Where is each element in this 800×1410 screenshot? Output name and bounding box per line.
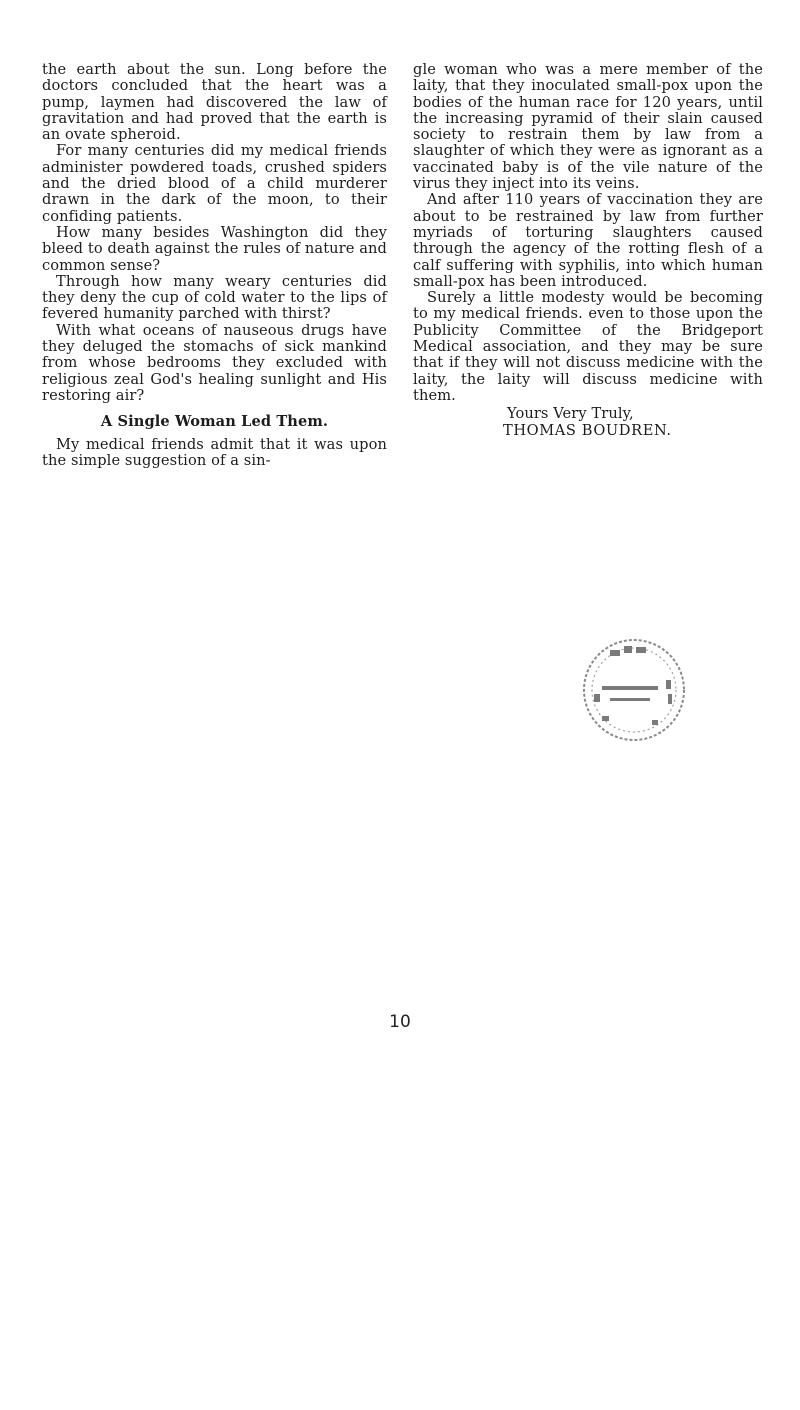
paragraph: the earth about the sun. Long before the doctors concluded that the heart was a pump, laymen had discovered the law of gravitation and had proved that the earth is an ovate spheroid. <box>42 61 387 144</box>
paragraph: Through how many weary centuries did they deny the cup of cold water to the lips of fevered humanity parched with thirst? <box>42 272 387 323</box>
paragraph: With what oceans of nauseous drugs have they deluged the stomachs of sick mankind from whose bedrooms they excluded with religious zeal God's healing sunlight and His restoring air? <box>42 321 387 404</box>
left-column <box>42 62 387 469</box>
paragraph: gle woman who was a mere member of the laity, that they inoculated small-pox upon the bodies of the human race for 120 years, until the increasing pyramid of their slain caused society to restrain them by law from a slaughter of which they were as ignorant as a vaccinated baby is of the vile nature of the virus they inject into its veins. <box>413 61 763 193</box>
paragraph: Surely a little modesty would be becoming to my medical friends. even to those upon the Publicity Committee of the Bridgeport Medical association, and they may be sure that if they will not discuss medicine with the laity, the laity will discuss medicine with them. <box>413 289 763 404</box>
paragraph: And after 110 years of vaccination they are about to be restrained by law from further myriads of torturing slaughters caused through the agency of the rotting flesh of a calf suffering with syphilis, into which human small-pox has been introduced. <box>413 191 763 290</box>
letter-closing <box>413 406 763 439</box>
section-subheading: A Single Woman Led Them. <box>100 413 329 431</box>
signoff: Yours Very Truly, <box>507 405 634 423</box>
paragraph: How many besides Washington did they bleed to death against the rules of nature and common sense? <box>42 223 387 274</box>
right-column <box>413 62 763 439</box>
paragraph: My medical friends admit that it was upon the simple suggestion of a sin- <box>42 435 387 469</box>
library-stamp-seal-icon <box>580 636 688 744</box>
signature: THOMAS BOUDREN. <box>503 421 672 439</box>
page-number: 10 <box>389 1012 411 1032</box>
paragraph: For many centuries did my medical friends administer powdered toads, crushed spiders and the dried blood of a child murderer drawn in the dark of the moon, to their confiding patients. <box>42 142 387 225</box>
